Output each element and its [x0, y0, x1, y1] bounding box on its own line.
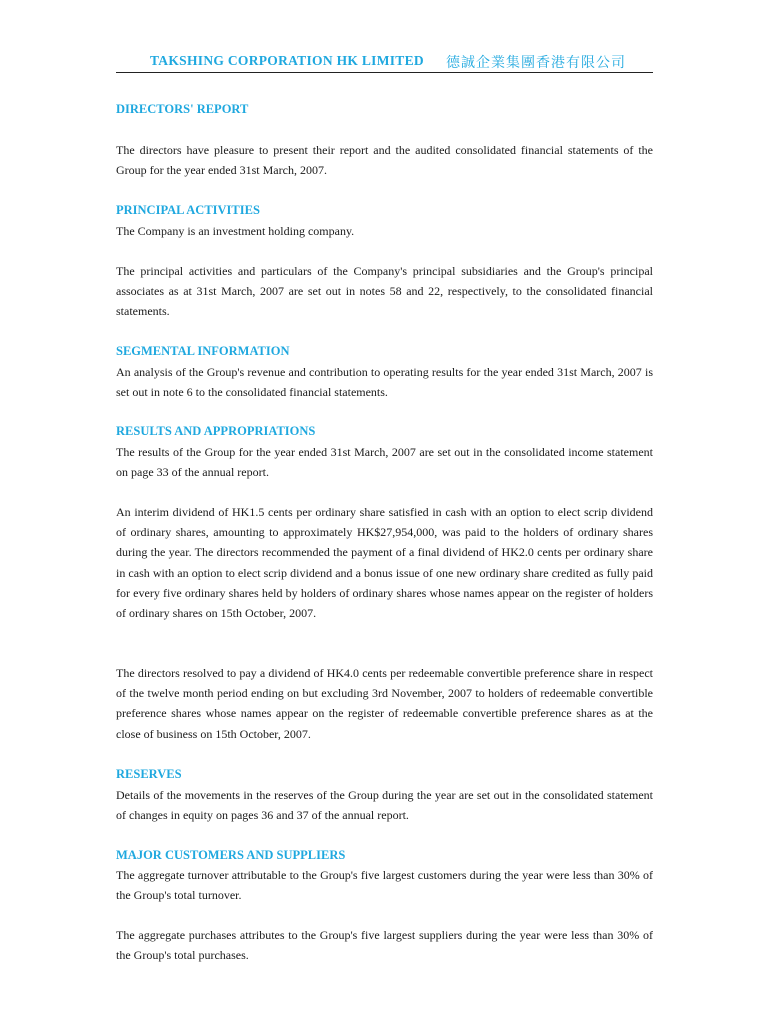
principal-activities-paragraph-2: The principal activities and particulars of the Company's principal subsidiaries and the Group's principal associates as at 31st March, 2007 are set out in notes 58 and 22, respectively, to the consolidated financial statements. — [116, 264, 653, 319]
company-name-english: TAKSHING CORPORATION HK LIMITED — [150, 53, 424, 68]
page-header — [116, 52, 653, 73]
intro-paragraph: The directors have pleasure to present their report and the audited consolidated financial statements of the Group for the year ended 31st March, 2007. — [116, 143, 653, 178]
major-suppliers-paragraph: The aggregate purchases attributes to the Group's five largest suppliers during the year were less than 30% of the Group's total purchases. — [116, 928, 653, 963]
major-customers-suppliers-heading: MAJOR CUSTOMERS AND SUPPLIERS — [116, 848, 346, 862]
segmental-information-heading: SEGMENTAL INFORMATION — [116, 344, 290, 358]
principal-activities-paragraph-1: The Company is an investment holding company. — [116, 224, 355, 238]
results-appropriations-heading: RESULTS AND APPROPRIATIONS — [116, 424, 316, 438]
segmental-information-paragraph: An analysis of the Group's revenue and contribution to operating results for the year ended 31st March, 2007 is set out in note 6 to the consolidated financial statements. — [116, 365, 653, 400]
results-appropriations-paragraph-2: An interim dividend of HK1.5 cents per ordinary share satisfied in cash with an option to elect scrip dividend of ordinary shares, amounting to approximately HK$27,954,000, was paid to the holders of ordinary shares during the year. The directors recommended the payment of a final dividend of HK2.0 cents per ordinary share in cash with an option to elect scrip dividend and a bonus issue of one new ordinary share credited as fully paid for every five ordinary shares held by holders of ordinary shares whose names appear on the register of holders of ordinary shares on 15th October, 2007. — [116, 505, 653, 621]
reserves-heading: RESERVES — [116, 767, 182, 781]
reserves-paragraph: Details of the movements in the reserves of the Group during the year are set out in the consolidated statement of changes in equity on pages 36 and 37 of the annual report. — [116, 788, 653, 823]
company-name-chinese: 德誠企業集團香港有限公司 — [446, 56, 626, 71]
major-customers-paragraph: The aggregate turnover attributable to the Group's five largest customers during the year were less than 30% of the Group's total turnover. — [116, 868, 653, 903]
results-appropriations-paragraph-1: The results of the Group for the year ended 31st March, 2007 are set out in the consolidated income statement on page 33 of the annual report. — [116, 445, 653, 480]
report-title: DIRECTORS' REPORT — [116, 102, 249, 116]
results-appropriations-paragraph-3: The directors resolved to pay a dividend of HK4.0 cents per redeemable convertible preference share in respect of the twelve month period ending on but excluding 3rd November, 2007 to holders of redeemable convertible preference shares whose names appear on the register of redeemable convertible preference shares as at the close of business on 15th October, 2007. — [116, 666, 653, 741]
principal-activities-heading: PRINCIPAL ACTIVITIES — [116, 203, 260, 217]
